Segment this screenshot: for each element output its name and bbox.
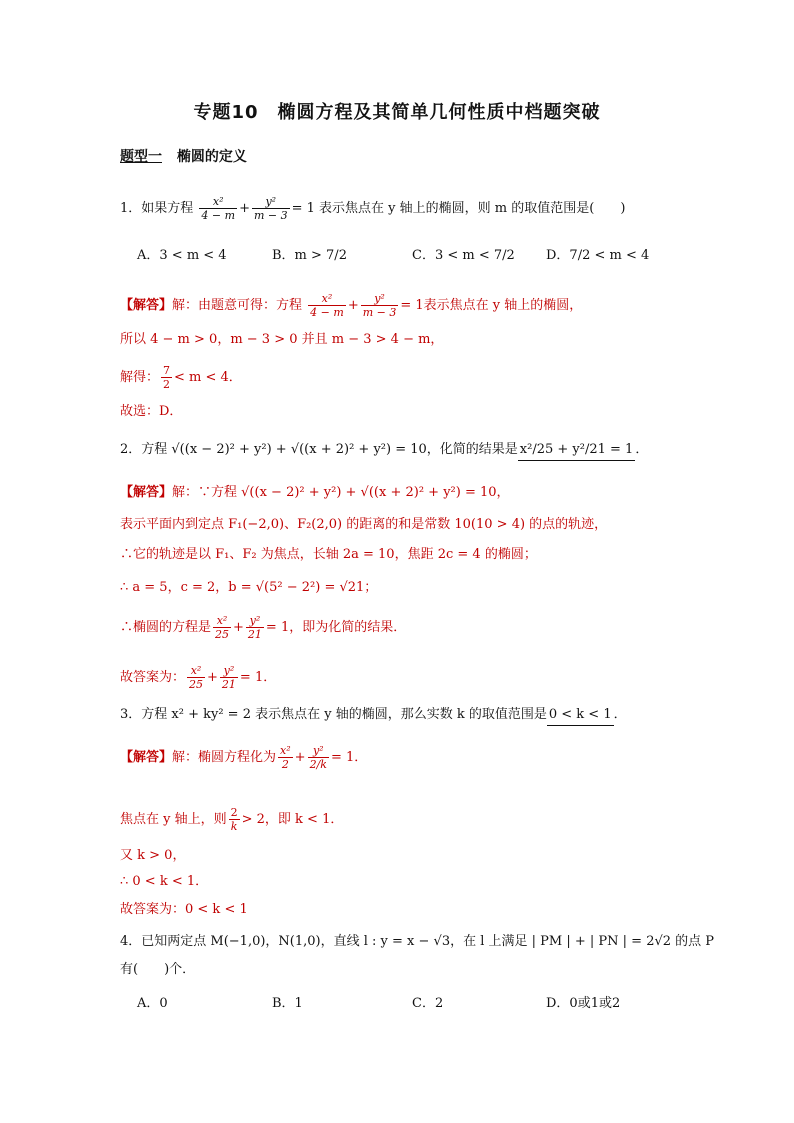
q3-suffix: ．: [613, 707, 627, 722]
q4-choice-d[interactable]: D．0或1或2: [546, 996, 621, 1011]
q2-sol5a: ∴椭圆的方程是: [120, 620, 212, 635]
q3-sol2b: > 2，即 k < 1．: [241, 812, 344, 827]
q3-prefix: 3．方程 x² + ky² = 2 表示焦点在 y 轴的椭圆，那么实数 k 的取值范围是: [120, 707, 547, 722]
q1-choice-c[interactable]: C．3 < m < 7/2: [412, 248, 515, 263]
q4-choice-c[interactable]: C．2: [412, 996, 444, 1011]
q1-choice-a[interactable]: A．3 < m < 4: [137, 248, 227, 263]
q3-answer-blank: 0 < k < 1: [547, 705, 614, 726]
q2-sol-fraction-x: $\frac{\text{x²}}{25}$: [215, 614, 230, 641]
q1-choice-b[interactable]: B．m > 7/2: [272, 248, 347, 263]
q1-stem: 1．如果方程 $\frac{\text{x²}}{4 - m}$ + $\frac{\text{y²}}{m - 3}$ = 1 表示焦点在 y 轴上的椭圆，则 m 的取值范围是( ): [120, 195, 626, 222]
q1-sol-fraction-7-2: $\frac{7}{2}$: [163, 364, 171, 391]
q1-sol-fraction-x: $\frac{\text{x²}}{4 - m}$: [310, 292, 344, 319]
q2-sol6b: = 1．: [239, 670, 277, 685]
q1-solution-line4: 故选：D．: [120, 404, 183, 419]
answer-tag: 【解答】: [120, 750, 173, 765]
q3-sol1a: 解：椭圆方程化为: [172, 750, 277, 765]
q2-solution-line1: [120, 483, 510, 503]
q2-solution-line4: ∴ a = 5，c = 2，b = √(5² − 2²) = √21；: [120, 580, 378, 595]
q2-prefix: 2．方程 √((x − 2)² + y²) + √((x + 2)² + y²) = 10，化简的结果是: [120, 442, 518, 457]
q1-prefix: 1．如果方程: [120, 201, 194, 216]
q3-solution-line5: 故答案为：0 < k < 1: [120, 902, 248, 917]
answer-tag: 【解答】: [120, 485, 173, 500]
q2-sol5b: = 1，即为化简的结果．: [265, 620, 407, 635]
answer-tag: 【解答】: [120, 298, 173, 313]
q4-stem-line2: 有( )个．: [120, 962, 196, 977]
q2-suffix: ．: [635, 442, 649, 457]
q2-ans-fraction-y: $\frac{\text{y²}}{21}$: [221, 664, 236, 691]
q1-fraction-y: $\frac{\text{y²}}{m - 3}$: [253, 195, 288, 222]
q2-sol1: 解：∵方程 √((x − 2)² + y²) + √((x + 2)² + y²) = 10，: [172, 485, 510, 500]
q1-sol1a: 解：由题意可得：方程: [172, 298, 303, 313]
q1-sol-fraction-y: $\frac{\text{y²}}{m - 3}$: [362, 292, 397, 319]
q2-sol-fraction-y: $\frac{\text{y²}}{21}$: [247, 614, 262, 641]
q1-solution-line2: 所以 4 − m > 0，m − 3 > 0 并且 m − 3 > 4 − m，: [120, 332, 444, 347]
section-heading: [120, 146, 247, 166]
q2-solution-line2: 表示平面内到定点 F₁(−2,0)、F₂(2,0) 的距离的和是常数 10(10 > 4) 的点的轨迹，: [120, 517, 608, 532]
q4-choice-b[interactable]: B．1: [272, 996, 303, 1011]
q3-stem: [120, 705, 627, 726]
q3-sol-fraction-y: $\frac{\text{y²}}{2/k}$: [309, 744, 327, 771]
q2-stem: [120, 440, 648, 461]
q2-solution-line3: ∴它的轨迹是以 F₁、F₂ 为焦点，长轴 2a = 10，焦距 2c = 4 的椭圆；: [120, 547, 537, 562]
section-label: 椭圆的定义: [176, 149, 247, 165]
q3-sol2a: 焦点在 y 轴上，则: [120, 812, 227, 827]
q3-solution-line2: [120, 806, 343, 833]
q2-answer-blank: x²/25 + y²/21 = 1: [518, 440, 636, 461]
page-title: 专题10 椭圆方程及其简单几何性质中档题突破: [193, 102, 601, 123]
q2-ans-fraction-x: $\frac{\text{x²}}{25}$: [189, 664, 204, 691]
q1-fraction-x: $\frac{\text{x²}}{4 - m}$: [201, 195, 236, 222]
q3-sol-fraction-x: $\frac{\text{x²}}{2}$: [280, 744, 291, 771]
q1-sol1b: 表示焦点在 y 轴上的椭圆，: [423, 298, 583, 313]
q1-sol3a: 解得：: [120, 370, 160, 385]
q3-solution-line4: ∴ 0 < k < 1．: [120, 874, 209, 889]
q1-sol3b: < m < 4．: [174, 370, 242, 385]
q4-choice-a[interactable]: A．0: [137, 996, 168, 1011]
q3-solution-line3: 又 k > 0，: [120, 848, 186, 863]
q1-choice-d[interactable]: D．7/2 < m < 4: [546, 248, 650, 263]
q4-stem-line1: 4．已知两定点 M(−1,0)，N(1,0)，直线 l : y = x − √3，在 l 上满足 | PM | + | PN | = 2√2 的点 P: [120, 934, 715, 949]
q2-solution-line5: ∴椭圆的方程是 $\frac{\text{x²}}{25}$ + $\frac{\text{y²}}{21}$ = 1，即为化简的结果．: [120, 614, 407, 641]
q1-solution-line3: [120, 364, 242, 391]
q1-suffix: 表示焦点在 y 轴上的椭圆，则 m 的取值范围是( ): [319, 201, 626, 216]
q3-sol1b: = 1．: [330, 750, 368, 765]
q1-solution-line1: 【解答】解：由题意可得：方程 $\frac{\text{x²}}{4 - m}$ + $\frac{\text{y²}}{m - 3}$ = 1表示焦点在 y 轴上的椭圆，: [120, 292, 583, 319]
q3-solution-line1: 【解答】解：椭圆方程化为 $\frac{\text{x²}}{2}$ + $\frac{\text{y²}}{2/k}$ = 1．: [120, 744, 368, 771]
section-tag: 题型一: [120, 149, 162, 165]
q3-sol-fraction-2-k: $\frac{2}{k}$: [230, 806, 238, 833]
q2-solution-line6: 故答案为： $\frac{\text{x²}}{25}$ + $\frac{\text{y²}}{21}$ = 1．: [120, 664, 277, 691]
q2-sol6a: 故答案为：: [120, 670, 186, 685]
